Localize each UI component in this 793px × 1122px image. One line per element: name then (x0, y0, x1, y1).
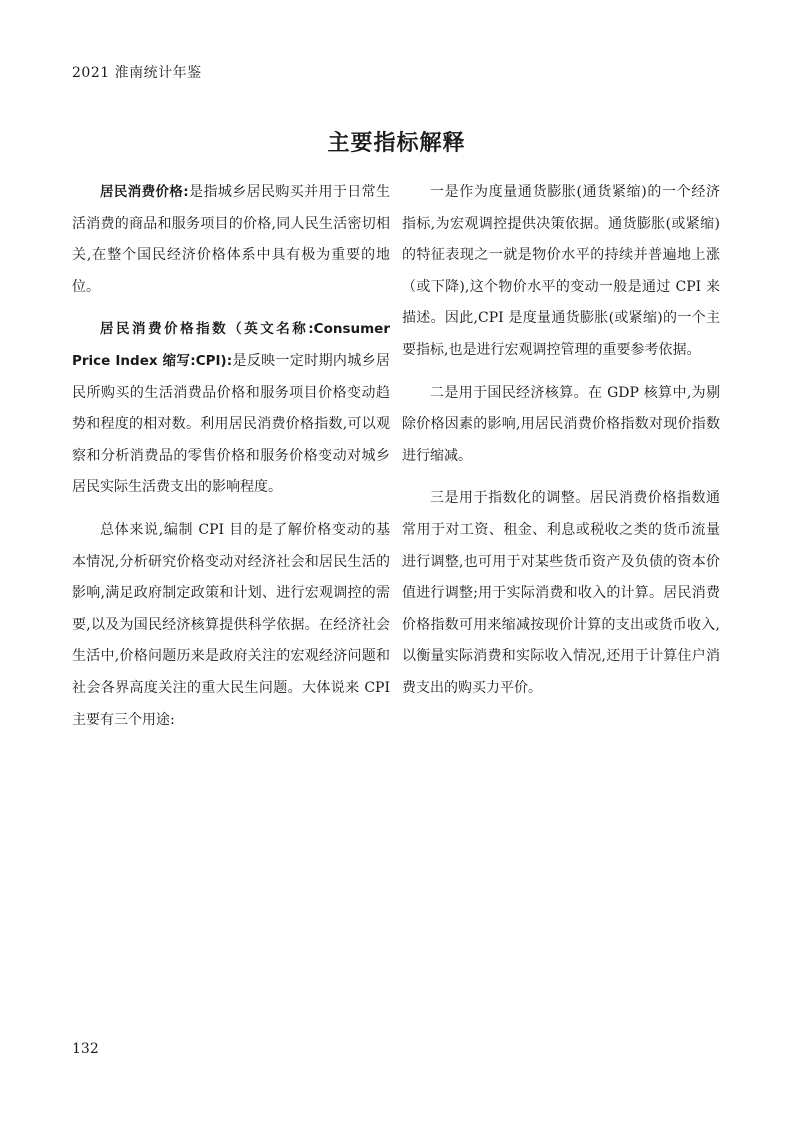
right-column (402, 177, 720, 716)
paragraph-text: 是反映一定时期内城乡居民所购买的生活消费品价格和服务项目价格变动趋势和程度的相对数。利用居民消费价格指数,可以观察和分析消费品的零售价格和服务价格变动对城乡居民实际生活费支出的影响程度。 (72, 352, 390, 496)
term-consumer-price: 居民消费价格: (100, 184, 189, 200)
paragraph-use-three: 三是用于指数化的调整。居民消费价格指数通常用于对工资、租金、利息或税收之类的货币流量进行调整,也可用于对某些货币资产及负债的资本价值进行调整;用于实际消费和收入的计算。居民消费价格指数可用来缩减按现价计算的支出或货币收入,以衡量实际消费和实际收入情况,还用于计算住户消费支出的购买力平价。 (402, 490, 720, 696)
paragraph-text: 是指城乡居民购买并用于日常生活消费的商品和服务项目的价格,同人民生活密切相关,在整个国民经济价格体系中具有极为重要的地位。 (72, 184, 391, 295)
running-header: 2021 淮南统计年鉴 (72, 65, 202, 81)
term-cpi: 居民消费价格指数（英文名称:Consumer Price Index 缩写:CPI): (72, 321, 390, 369)
paragraph-consumer-price (72, 177, 390, 303)
paragraph-cpi-definition (72, 314, 390, 504)
paragraph-cpi-purpose: 总体来说,编制 CPI 目的是了解价格变动的基本情况,分析研究价格变动对经济社会和居民生活的影响,满足政府制定政策和计划、进行宏观调控的需要,以及为国民经济核算提供科学依据。在经济社会生活中,价格问题历来是政府关注的宏观经济问题和社会各界高度关注的重大民生问题。大体说来 CPI 主要有三个用途: (72, 521, 390, 728)
paragraph-use-one: 一是作为度量通货膨胀(通货紧缩)的一个经济指标,为宏观调控提供决策依据。通货膨胀(或紧缩)的特征表现之一就是物价水平的持续并普遍地上涨（或下降),这个物价水平的变动一般是通过 CPI 来描述。因此,CPI 是度量通货膨胀(或紧缩)的一个主要指标,也是进行宏观调控管理的重要参考依据。 (402, 184, 720, 358)
page-number: 132 (72, 1041, 99, 1057)
page-title: 主要指标解释 (327, 130, 466, 156)
left-column (72, 177, 390, 747)
paragraph-use-two: 二是用于国民经济核算。在 GDP 核算中,为剔除价格因素的影响,用居民消费价格指数对现价指数进行缩减。 (402, 384, 720, 464)
